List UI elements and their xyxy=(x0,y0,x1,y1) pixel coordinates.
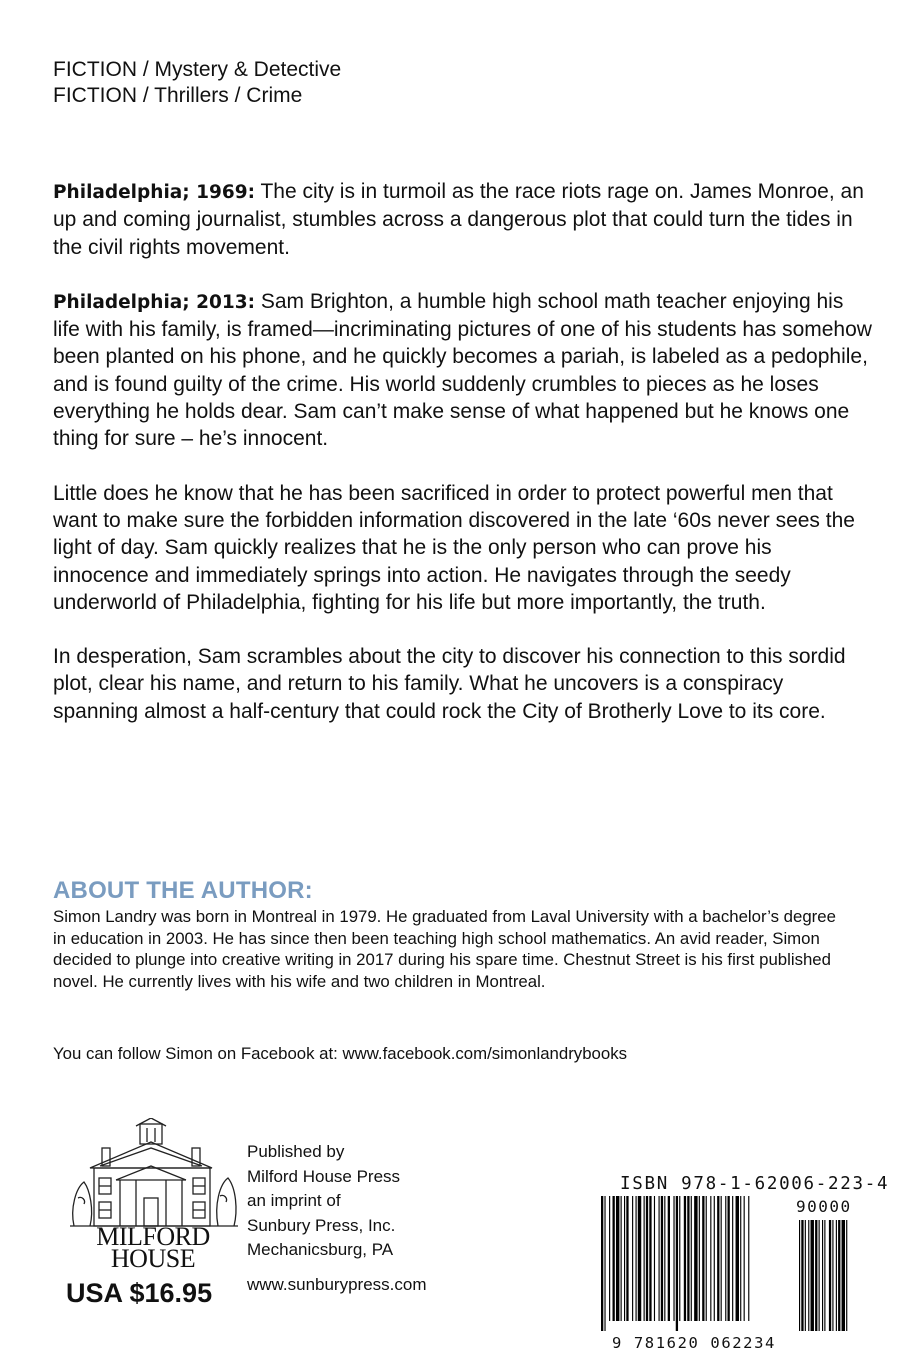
blurb-paragraph-2013 xyxy=(53,288,873,453)
facebook-follow-line: You can follow Simon on Facebook at: www.facebook.com/simonlandrybooks xyxy=(53,1044,627,1063)
publisher-line: Sunbury Press, Inc. xyxy=(247,1215,396,1235)
barcode-bar xyxy=(744,1196,745,1321)
barcode-bar xyxy=(609,1196,610,1321)
blurb-text-2013: Sam Brighton, a humble high school math teacher enjoying his life with his family, is framed—incriminating pictures of one of his students has somehow been planted on his phone, and he quickly becomes a pariah, is labeled as a pedophile, and is found guilty of the crime. His world suddenly crumbles to pieces as he loses everything he holds dear. Sam can’t make sense of what happened but he knows one thing for sure – he’s innocent. xyxy=(53,289,872,451)
publisher-line: Milford House Press xyxy=(247,1166,401,1186)
blurb-text-1969: The city is in turmoil as the race riots rage on. James Monroe, an up and coming journalist, stumbles across a dangerous plot that could turn the tides in the civil rights movement. xyxy=(53,180,864,259)
barcode-bar xyxy=(659,1196,660,1321)
barcode-bar xyxy=(661,1196,663,1321)
barcode-addon-bar xyxy=(829,1220,831,1331)
barcode-addon-bar xyxy=(811,1220,814,1331)
publisher-line: an imprint of xyxy=(247,1191,341,1210)
barcode-bar xyxy=(636,1196,637,1321)
barcode-addon-bar xyxy=(824,1220,825,1331)
barcode-addon-bar xyxy=(822,1220,823,1331)
barcode-bar xyxy=(638,1196,641,1321)
barcode-addon-bar xyxy=(815,1220,817,1331)
barcode-bar xyxy=(710,1196,711,1321)
barcode-addon-bar xyxy=(801,1220,803,1331)
barcode-bar xyxy=(691,1196,692,1321)
isbn-label: ISBN 978-1-62006-223-4 xyxy=(620,1174,890,1194)
barcode-addon-bar xyxy=(846,1220,847,1331)
barcode-bar xyxy=(604,1196,605,1331)
publisher-website: www.sunburypress.com xyxy=(247,1275,427,1294)
barcode-addon-bar xyxy=(832,1220,833,1331)
barcode-bar xyxy=(673,1196,674,1321)
barcode-bar xyxy=(654,1196,655,1321)
blurb-paragraph-1969 xyxy=(53,178,873,261)
barcode-icon xyxy=(601,1196,881,1331)
blurb-paragraph-3: Little does he know that he has been sacrificed in order to protect powerful men that want to make sure the forbidden information discovered in the late ‘60s never sees the light of day. Sam quickly realizes that he is the only person who can prove his innocence and immediately springs into action. He navigates through the seedy underworld of Philadelphia, fighting for his life but more importantly, the truth. xyxy=(53,481,855,614)
barcode-bar xyxy=(694,1196,697,1321)
barcode-bar xyxy=(624,1196,625,1321)
publisher-info xyxy=(247,1140,400,1263)
barcode-bar xyxy=(684,1196,686,1321)
barcode-bar xyxy=(732,1196,733,1321)
barcode-addon-bar xyxy=(836,1220,837,1331)
logo-line-2: HOUSE xyxy=(110,1244,196,1273)
barcode-addon: 90000 xyxy=(796,1197,852,1216)
barcode-bar xyxy=(725,1196,726,1321)
barcode-bar xyxy=(676,1196,678,1331)
barcode-addon-bar xyxy=(805,1220,806,1331)
barcode-addon-bar xyxy=(842,1220,845,1331)
barcode-addon-bar xyxy=(838,1220,840,1331)
barcode-bar xyxy=(621,1196,622,1321)
blurb-paragraph-4: In desperation, Sam scrambles about the city to discover his connection to this sordid plot, clear his name, and return to his family. What he uncovers is a conspiracy spanning almost a half-century that could rock the City of Brotherly Love to its core. xyxy=(53,645,846,723)
subject-categories xyxy=(53,57,341,109)
publisher-line: Published by xyxy=(247,1142,345,1161)
barcode-addon-bar xyxy=(808,1220,809,1331)
barcode-bar xyxy=(714,1196,715,1321)
barcode-bar xyxy=(649,1196,651,1321)
blurb-lead-1969: Philadelphia; 1969: xyxy=(53,182,255,203)
milford-house-logo xyxy=(78,1222,228,1273)
barcode-bar xyxy=(632,1196,633,1321)
barcode-addon-bar xyxy=(799,1220,800,1331)
price-label: USA $16.95 xyxy=(66,1278,213,1308)
barcode-bar xyxy=(728,1196,730,1321)
category-line: FICTION / Mystery & Detective xyxy=(53,58,342,81)
barcode-addon-bar xyxy=(819,1220,820,1331)
barcode-bar xyxy=(644,1196,645,1321)
barcode-number: 9 781620 062234 xyxy=(612,1334,776,1352)
barcode-bar xyxy=(616,1196,619,1321)
barcode-bar xyxy=(668,1196,670,1321)
barcode-bar xyxy=(613,1196,615,1321)
publisher-line: Mechanicsburg, PA xyxy=(247,1240,394,1259)
book-blurb xyxy=(53,178,873,752)
barcode-bar xyxy=(626,1196,628,1321)
logo-line-1: MILFORD xyxy=(96,1222,210,1251)
barcode-bar xyxy=(706,1196,707,1321)
about-author-heading: ABOUT THE AUTHOR: xyxy=(53,877,313,904)
barcode-bar xyxy=(601,1196,603,1331)
about-author-text xyxy=(53,906,853,992)
blurb-lead-2013: Philadelphia; 2013: xyxy=(53,291,255,313)
barcode-bar xyxy=(679,1196,680,1321)
barcode-bar xyxy=(721,1196,722,1321)
barcode-bar xyxy=(664,1196,665,1321)
barcode-bar xyxy=(699,1196,700,1321)
category-line: FICTION / Thrillers / Crime xyxy=(53,84,303,107)
barcode-bar xyxy=(646,1196,648,1321)
barcode-bar xyxy=(702,1196,704,1321)
barcode-bar xyxy=(687,1196,689,1321)
barcode-bar xyxy=(736,1196,739,1321)
author-bio: Simon Landry was born in Montreal in 1979. He graduated from Laval University with a bachelor’s degree in education in 2003. He has since then been teaching high school mathematics. An avid reader, Simon decided to plunge into creative writing in 2017 during his spare time. Chestnut Street is his first published novel. He currently lives with his wife and two children in Montreal. xyxy=(53,907,836,991)
barcode-bar xyxy=(748,1196,749,1321)
barcode-bar xyxy=(740,1196,741,1321)
barcode-bar xyxy=(717,1196,719,1321)
